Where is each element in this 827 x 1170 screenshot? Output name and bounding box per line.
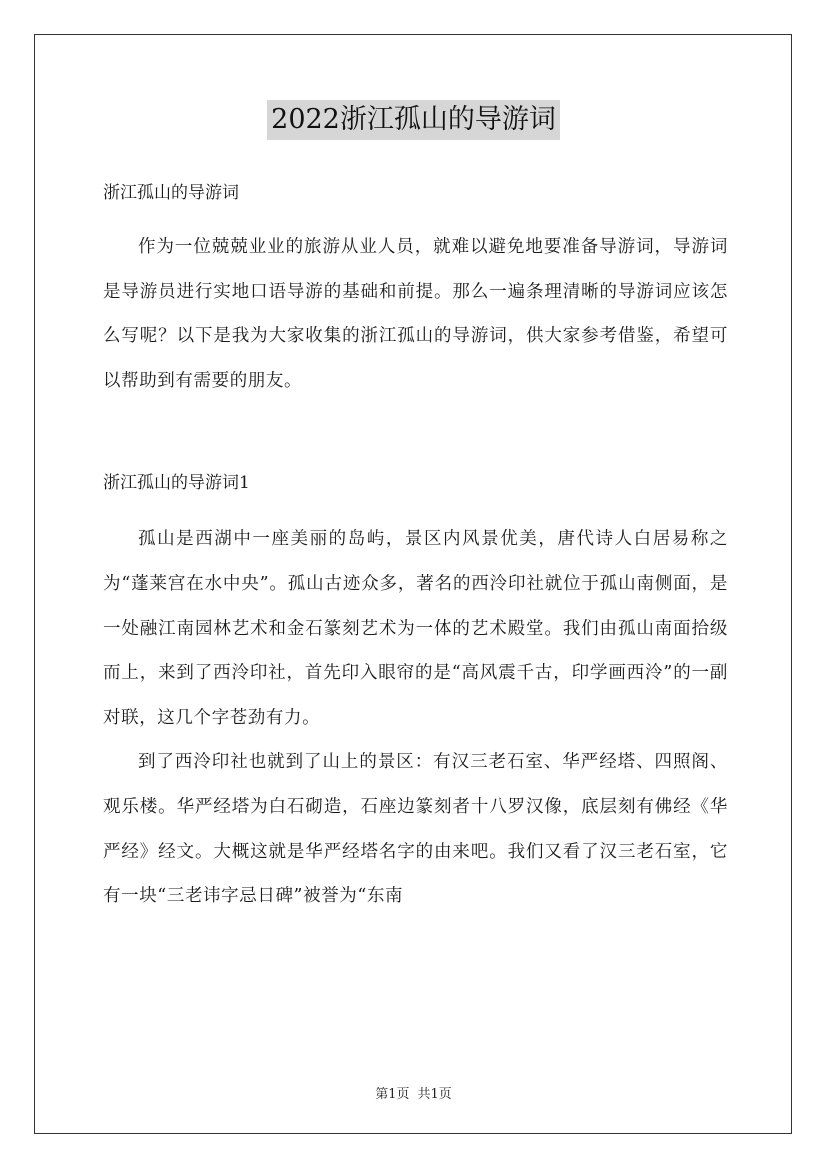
page-total: 共1页 [417,1087,452,1102]
section1-paragraph: 孤山是西湖中一座美丽的岛屿，景区内风景优美，唐代诗人白居易称之为“蓬莱宫在水中央”。孤山古迹众多，著名的西泠印社就位于孤山南侧面，是一处融江南园林艺术和金石篆刻艺术为一体的艺术殿堂。我们由孤山南面拾级而上，来到了西泠印社，首先印入眼帘的是“高风震千古，印学画西泠”的一副对联，这几个字苍劲有力。 [103,529,728,728]
document-title: 2022浙江孤山的导游词 [267,100,560,140]
section-spacer [103,403,728,465]
intro-paragraph: 作为一位兢兢业业的旅游从业人员，就难以避免地要准备导游词，导游词是导游员进行实地口语导游的基础和前提。那么一遍条理清晰的导游词应该怎么写呢？以下是我为大家收集的浙江孤山的导游词，供大家参考借鉴，希望可以帮助到有需要的朋友。 [103,237,728,391]
title-container [0,100,827,140]
document-body [103,175,728,919]
section1-paragraph: 到了西泠印社也就到了山上的景区：有汉三老石室、华严经塔、四照阁、观乐楼。华严经塔为白石砌造，石座边篆刻者十八罗汉像，底层刻有佛经《华严经》经文。大概这就是华严经塔名字的由来吧。我们又看了汉三老石室，它有一块“三老讳字忌日碑”被誉为“东南 [103,752,728,907]
section1-heading: 浙江孤山的导游词1 [103,473,250,494]
intro-heading: 浙江孤山的导游词 [103,183,239,203]
page-number: 第1页 [375,1087,410,1102]
page-footer [0,1083,827,1102]
section1-body [103,517,728,918]
